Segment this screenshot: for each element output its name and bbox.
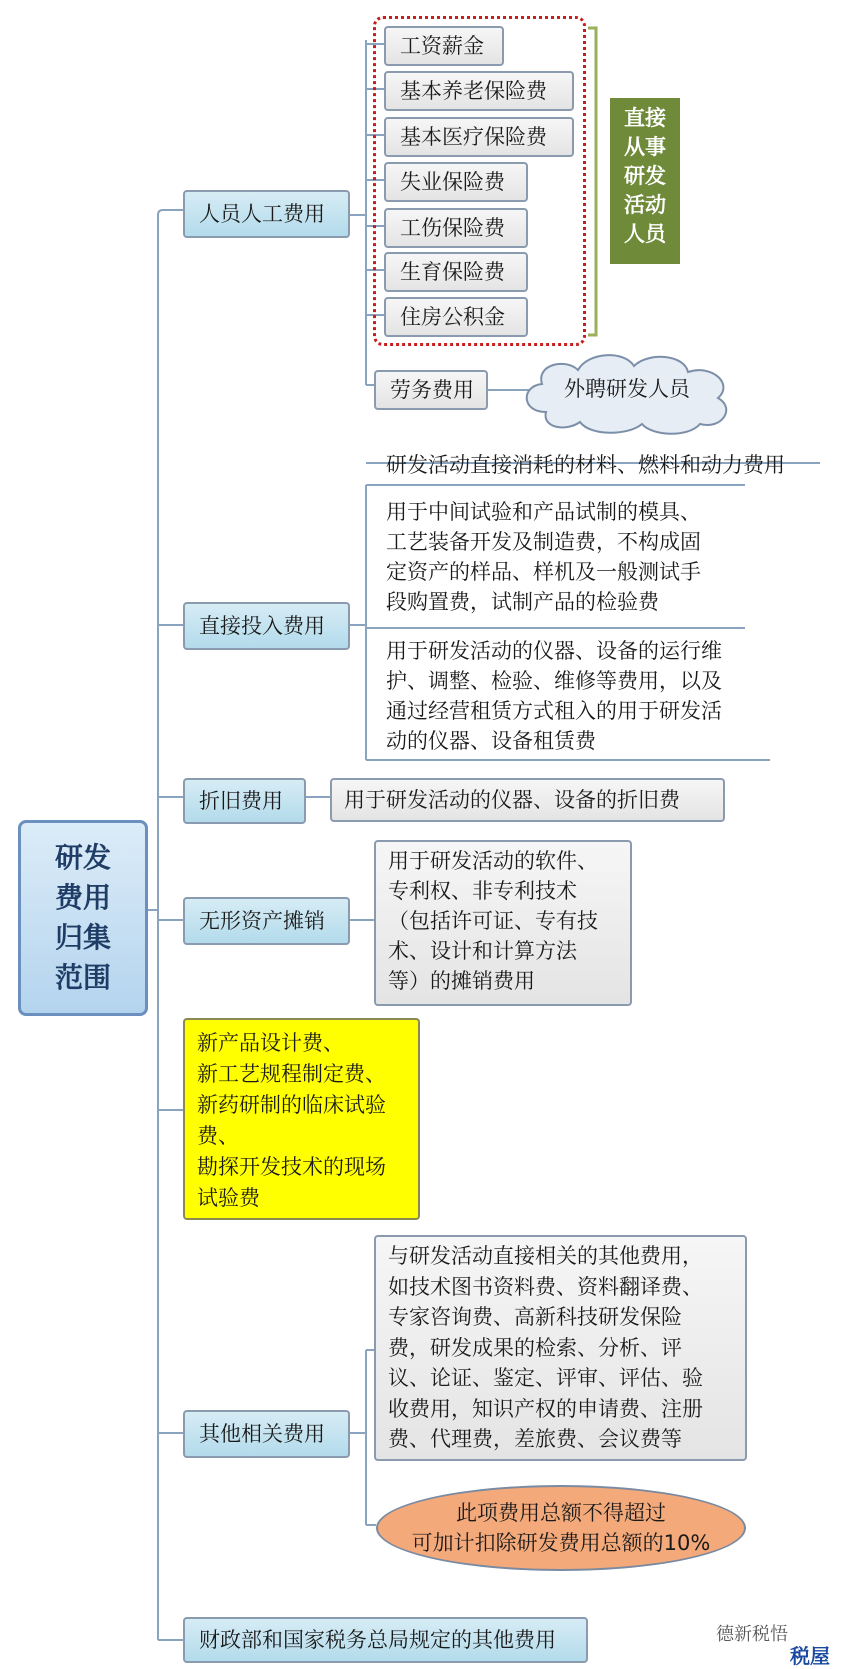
- item-maternity-insurance: 生育保险费: [384, 252, 528, 292]
- node-finance-ministry-other-costs: 财政部和国家税务总局规定的其他费用: [183, 1617, 588, 1663]
- node-direct-input-cost: 直接投入费用: [183, 602, 350, 650]
- item-unemployment-insurance: 失业保险费: [384, 162, 528, 202]
- cloud-external-rd-staff: 外聘研发人员: [564, 377, 690, 401]
- item-work-injury-insurance: 工伤保险费: [384, 208, 528, 248]
- node-intangible-amortization: 无形资产摊销: [183, 897, 350, 945]
- node-other-related-cost: 其他相关费用: [183, 1410, 350, 1458]
- direct-input-equipment-maintenance: 用于研发活动的仪器、设备的运行维 护、调整、检验、维修等费用，以及 通过经营租赁方式租入的用于研发活 动的仪器、设备租赁费: [386, 639, 722, 753]
- node-labor-cost: 劳务费用: [374, 370, 488, 410]
- depreciation-detail: 用于研发活动的仪器、设备的折旧费: [330, 778, 725, 822]
- node-depreciation-cost: 折旧费用: [183, 778, 306, 824]
- other-related-detail: 与研发活动直接相关的其他费用， 如技术图书资料费、资料翻译费、 专家咨询费、高新科技研发保险 费，研发成果的检索、分析、评 议、论证、鉴定、评审、评估、验 收费用，知识产权的申请费、注册 费、代理费，差旅费、会议费等: [374, 1235, 747, 1461]
- direct-input-materials: 研发活动直接消耗的材料、燃料和动力费用: [386, 453, 785, 477]
- direct-input-trial-production: 用于中间试验和产品试制的模具、 工艺装备开发及制造费，不构成固 定资产的样品、样机及一般测试手 段购置费，试制产品的检验费: [386, 500, 701, 614]
- other-limit-note: 此项费用总额不得超过 可加计扣除研发费用总额的10%: [376, 1485, 746, 1571]
- item-wages: 工资薪金: [384, 26, 504, 66]
- intangible-detail: 用于研发活动的软件、 专利权、非专利技术 （包括许可证、专有技 术、设计和计算方法 等）的摊销费用: [374, 840, 632, 1006]
- watermark-name: 德新税悟: [716, 1624, 788, 1645]
- root-node: 研发 费用 归集 范围: [18, 820, 148, 1016]
- label-direct-rd-staff: 直接 从事 研发 活动 人员: [610, 98, 680, 264]
- item-medical-insurance: 基本医疗保险费: [384, 117, 574, 157]
- watermark-brand: 税屋: [790, 1644, 830, 1668]
- item-housing-fund: 住房公积金: [384, 297, 528, 337]
- node-personnel-cost: 人员人工费用: [183, 190, 350, 238]
- new-product-design-costs: 新产品设计费、 新工艺规程制定费、 新药研制的临床试验 费、 勘探开发技术的现场 试验费: [183, 1018, 420, 1220]
- item-pension-insurance: 基本养老保险费: [384, 71, 574, 111]
